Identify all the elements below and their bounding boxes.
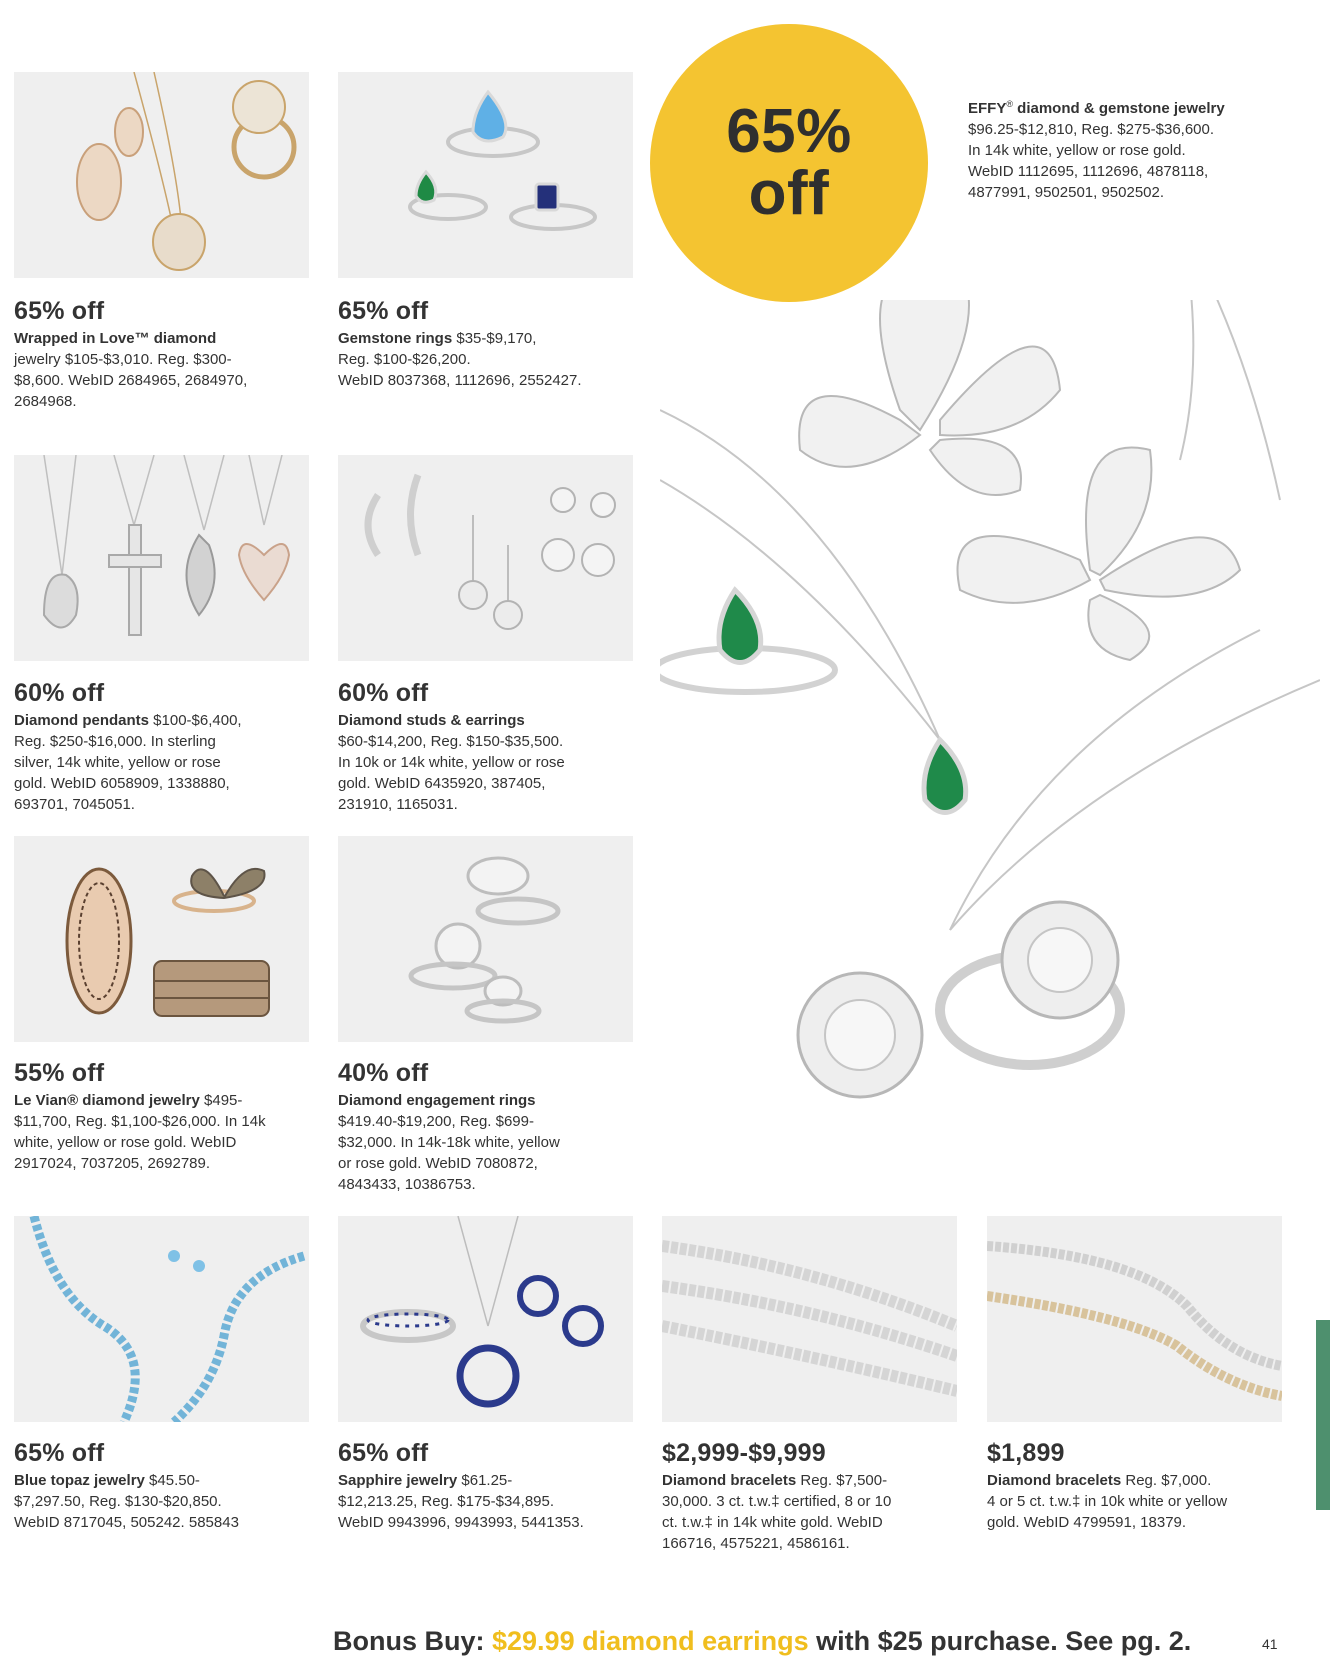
effy-hero-photo <box>660 300 1320 1200</box>
item-desc-line: Diamond bracelets Reg. $7,500- <box>662 1472 888 1489</box>
item-price: $2,999-$9,999 <box>662 1439 826 1467</box>
bonus-buy-banner <box>333 1626 1191 1657</box>
item-blue-topaz <box>14 1438 314 1533</box>
item-desc-line: white, yellow or rose gold. WebID <box>14 1134 237 1151</box>
item-diamond-bracelets-2 <box>987 1438 1307 1533</box>
engagement-rings-photo <box>338 836 633 1042</box>
item-desc-line: gold. WebID 6058909, 1338880, <box>14 775 230 792</box>
item-desc-line: $12,213.25, Reg. $175-$34,895. <box>338 1493 555 1510</box>
item-desc-line: Reg. $100-$26,200. <box>338 351 471 368</box>
item-le-vian <box>14 1058 314 1174</box>
diamond-bracelets-photo-2 <box>987 1216 1282 1422</box>
item-desc-line: $32,000. In 14k-18k white, yellow <box>338 1134 560 1151</box>
item-desc-line: ct. t.w.‡ in 14k white gold. WebID <box>662 1514 883 1531</box>
item-desc-line: WebID 8037368, 1112696, 2552427. <box>338 372 582 389</box>
effy-line: 4877991, 9502501, 9502502. <box>968 184 1165 201</box>
item-discount: 40% off <box>338 1059 429 1087</box>
item-desc-line: 693701, 7045051. <box>14 796 135 813</box>
item-desc-line: Diamond studs & earrings <box>338 712 525 729</box>
item-desc-line: gold. WebID 6435920, 387405, <box>338 775 546 792</box>
effy-line: $96.25-$12,810, Reg. $275-$36,600. <box>968 121 1215 138</box>
page-edge-image <box>1316 1320 1330 1510</box>
item-desc-line: jewelry $105-$3,010. Reg. $300- <box>14 351 232 368</box>
item-desc-line: 166716, 4575221, 4586161. <box>662 1535 850 1552</box>
item-desc-line: Diamond engagement rings <box>338 1092 536 1109</box>
item-gemstone-rings <box>338 296 638 391</box>
item-desc-line: $419.40-$19,200, Reg. $699- <box>338 1113 534 1130</box>
discount-badge <box>650 24 928 302</box>
item-desc-line: Le Vian® diamond jewelry $495- <box>14 1092 243 1109</box>
item-desc-line: Wrapped in Love™ diamond <box>14 330 217 347</box>
item-desc-line: Diamond bracelets Reg. $7,000. <box>987 1472 1212 1489</box>
gemstone-rings-photo <box>338 72 633 278</box>
wrapped-in-love-photo <box>14 72 309 278</box>
item-desc-line: 30,000. 3 ct. t.w.‡ certified, 8 or 10 <box>662 1493 892 1510</box>
bonus-highlight: $29.99 diamond earrings <box>492 1626 809 1656</box>
effy-line: In 14k white, yellow or rose gold. <box>968 142 1186 159</box>
item-price: $1,899 <box>987 1439 1065 1467</box>
badge-percent: 65% <box>726 97 852 166</box>
le-vian-jewelry-photo <box>14 836 309 1042</box>
item-discount: 60% off <box>338 679 429 707</box>
item-discount: 65% off <box>338 297 429 325</box>
bonus-suffix: with $25 purchase. See pg. 2. <box>808 1626 1192 1656</box>
item-discount: 60% off <box>14 679 105 707</box>
diamond-bracelets-photo-1 <box>662 1216 957 1422</box>
item-discount: 65% off <box>14 297 105 325</box>
item-desc-line: $60-$14,200, Reg. $150-$35,500. <box>338 733 564 750</box>
item-desc-line: 4 or 5 ct. t.w.‡ in 10k white or yellow <box>987 1493 1228 1510</box>
item-desc-line: $7,297.50, Reg. $130-$20,850. <box>14 1493 222 1510</box>
sapphire-jewelry-photo <box>338 1216 633 1422</box>
item-discount: 65% off <box>14 1439 105 1467</box>
item-desc-line: WebID 8717045, 505242. 585843 <box>14 1514 239 1531</box>
item-diamond-studs <box>338 678 638 815</box>
item-sapphire <box>338 1438 638 1533</box>
item-discount: 55% off <box>14 1059 105 1087</box>
badge-off: off <box>748 159 830 228</box>
item-desc-line: WebID 9943996, 9943993, 5441353. <box>338 1514 584 1531</box>
item-desc-line: Sapphire jewelry $61.25- <box>338 1472 513 1489</box>
item-desc-line: Reg. $250-$16,000. In sterling <box>14 733 216 750</box>
page-number: 41 <box>1262 1636 1278 1652</box>
effy-description <box>968 94 1288 203</box>
item-desc-line: Diamond pendants $100-$6,400, <box>14 712 242 729</box>
item-desc-line: $11,700, Reg. $1,100-$26,000. In 14k <box>14 1113 266 1130</box>
item-desc-line: 231910, 1165031. <box>338 796 458 813</box>
item-diamond-bracelets-1 <box>662 1438 962 1554</box>
item-desc-line: silver, 14k white, yellow or rose <box>14 754 221 771</box>
bonus-prefix: Bonus Buy: <box>333 1626 492 1656</box>
item-desc-line: 4843433, 10386753. <box>338 1176 476 1193</box>
effy-title: EFFY® diamond & gemstone jewelry <box>968 99 1225 117</box>
item-desc-line: Blue topaz jewelry $45.50- <box>14 1472 200 1489</box>
diamond-pendants-photo <box>14 455 309 661</box>
blue-topaz-photo <box>14 1216 309 1422</box>
item-desc-line: 2917024, 7037205, 2692789. <box>14 1155 211 1172</box>
item-desc-line: In 10k or 14k white, yellow or rose <box>338 754 565 771</box>
item-desc-line: gold. WebID 4799591, 18379. <box>987 1514 1187 1531</box>
diamond-studs-earrings-photo <box>338 455 633 661</box>
item-discount: 65% off <box>338 1439 429 1467</box>
item-diamond-pendants <box>14 678 314 815</box>
item-wrapped-in-love <box>14 296 314 412</box>
effy-line: WebID 1112695, 1112696, 4878118, <box>968 163 1209 180</box>
item-desc-line: 2684968. <box>14 393 77 410</box>
item-engagement-rings <box>338 1058 638 1195</box>
item-desc-line: Gemstone rings $35-$9,170, <box>338 330 537 347</box>
item-desc-line: or rose gold. WebID 7080872, <box>338 1155 538 1172</box>
item-desc-line: $8,600. WebID 2684965, 2684970, <box>14 372 248 389</box>
